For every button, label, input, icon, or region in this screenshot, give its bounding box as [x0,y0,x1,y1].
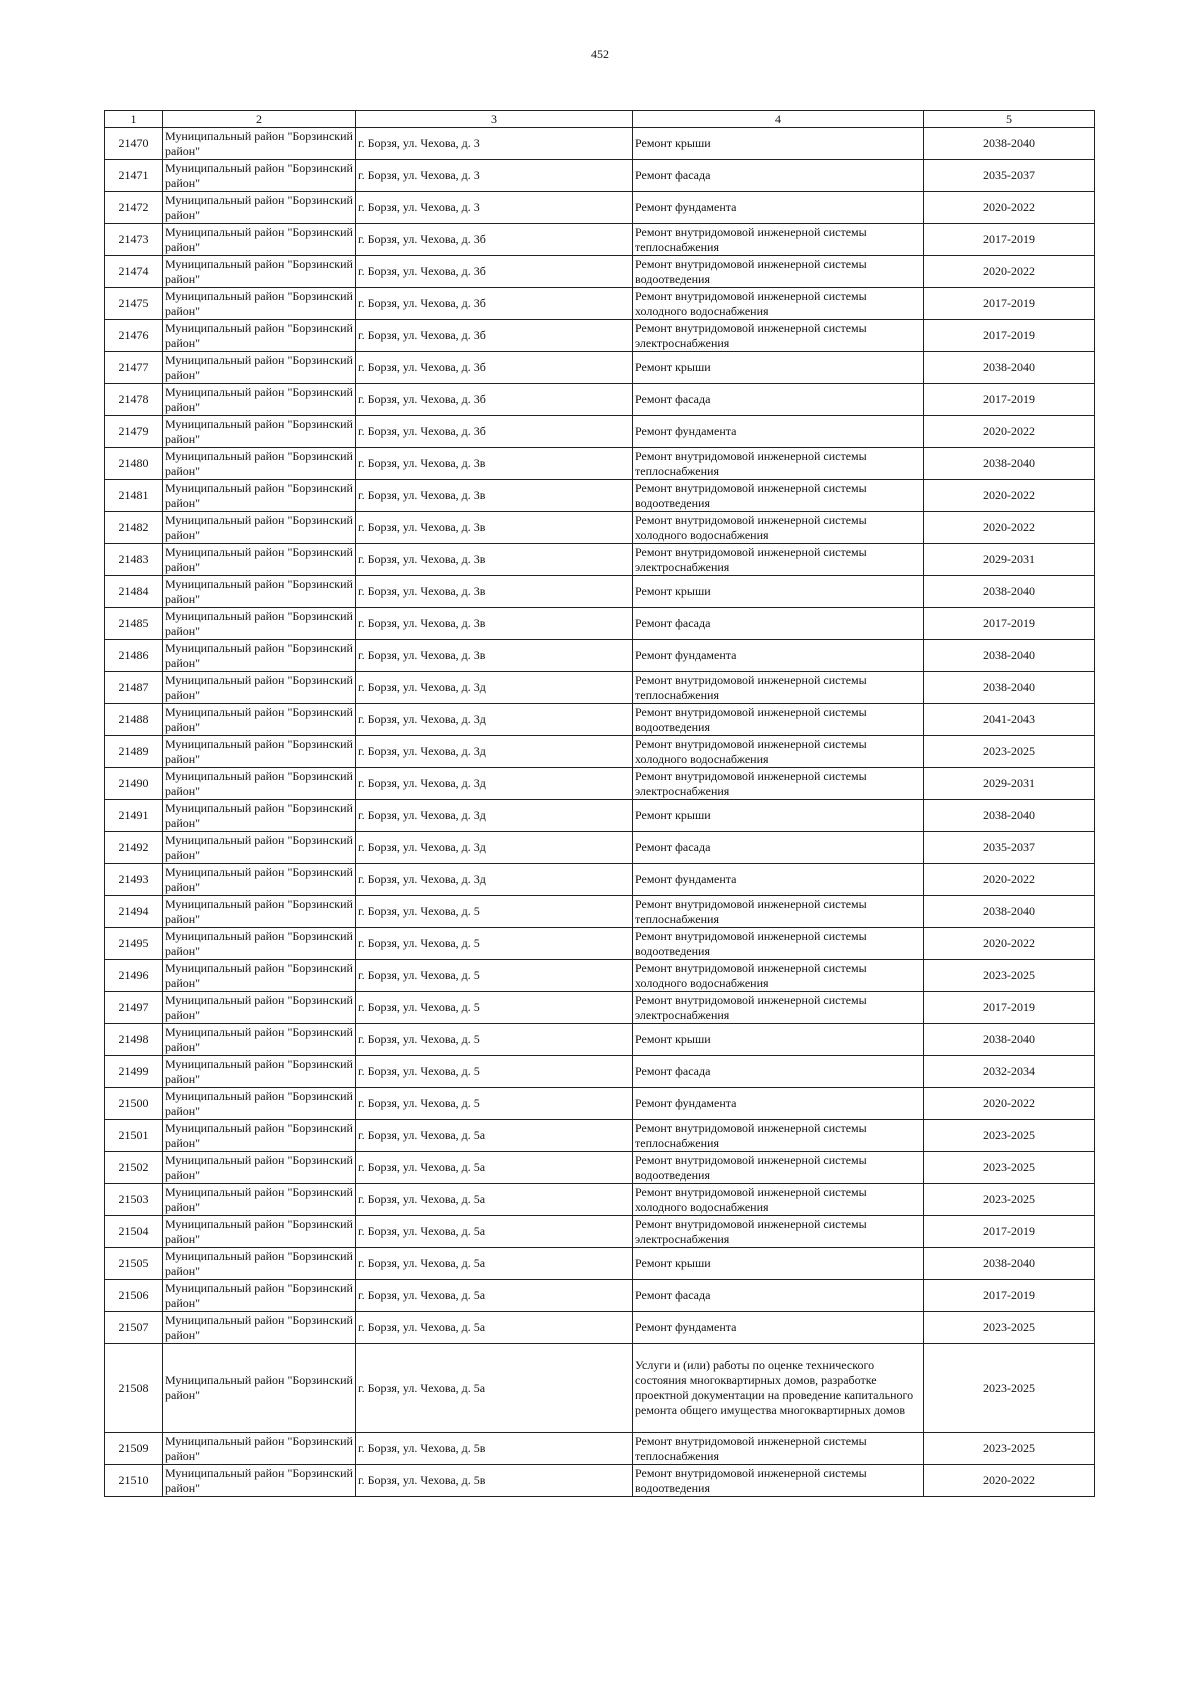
row-number: 21484 [105,576,163,608]
work-type-cell: Ремонт внутридомовой инженерной системы холодного водоснабжения [633,960,924,992]
row-number: 21499 [105,1056,163,1088]
table-row [105,704,1095,736]
municipality-cell: Муниципальный район "Борзинский район" [163,1433,356,1465]
municipality-cell: Муниципальный район "Борзинский район" [163,1280,356,1312]
row-number: 21507 [105,1312,163,1344]
municipality-cell: Муниципальный район "Борзинский район" [163,320,356,352]
table-row [105,416,1095,448]
address-cell: г. Борзя, ул. Чехова, д. 3д [356,672,633,704]
period-cell: 2020-2022 [924,512,1095,544]
period-cell: 2038-2040 [924,896,1095,928]
row-number: 21477 [105,352,163,384]
table-row [105,1465,1095,1497]
address-cell: г. Борзя, ул. Чехова, д. 3б [356,384,633,416]
municipality-cell: Муниципальный район "Борзинский район" [163,544,356,576]
period-cell: 2035-2037 [924,832,1095,864]
work-type-cell: Ремонт внутридомовой инженерной системы теплоснабжения [633,448,924,480]
work-type-cell: Ремонт крыши [633,128,924,160]
table-row [105,544,1095,576]
table-row [105,288,1095,320]
municipality-cell: Муниципальный район "Борзинский район" [163,256,356,288]
municipality-cell: Муниципальный район "Борзинский район" [163,1088,356,1120]
table-row [105,672,1095,704]
period-cell: 2038-2040 [924,1248,1095,1280]
period-cell: 2023-2025 [924,1312,1095,1344]
municipality-cell: Муниципальный район "Борзинский район" [163,448,356,480]
municipality-cell: Муниципальный район "Борзинский район" [163,480,356,512]
work-type-cell: Ремонт фундамента [633,192,924,224]
table-row [105,480,1095,512]
municipality-cell: Муниципальный район "Борзинский район" [163,928,356,960]
address-cell: г. Борзя, ул. Чехова, д. 3в [356,576,633,608]
address-cell: г. Борзя, ул. Чехова, д. 5 [356,1088,633,1120]
table-row [105,160,1095,192]
period-cell: 2017-2019 [924,384,1095,416]
row-number: 21502 [105,1152,163,1184]
period-cell: 2020-2022 [924,1465,1095,1497]
work-type-cell: Ремонт крыши [633,800,924,832]
municipality-cell: Муниципальный район "Борзинский район" [163,128,356,160]
period-cell: 2017-2019 [924,320,1095,352]
table-row [105,1344,1095,1433]
period-cell: 2038-2040 [924,352,1095,384]
row-number: 21474 [105,256,163,288]
column-header-5: 5 [924,111,1095,128]
address-cell: г. Борзя, ул. Чехова, д. 3д [356,768,633,800]
row-number: 21497 [105,992,163,1024]
address-cell: г. Борзя, ул. Чехова, д. 3д [356,800,633,832]
period-cell: 2017-2019 [924,608,1095,640]
municipality-cell: Муниципальный район "Борзинский район" [163,512,356,544]
work-type-cell: Ремонт крыши [633,1248,924,1280]
period-cell: 2035-2037 [924,160,1095,192]
municipality-cell: Муниципальный район "Борзинский район" [163,1312,356,1344]
address-cell: г. Борзя, ул. Чехова, д. 3д [356,864,633,896]
address-cell: г. Борзя, ул. Чехова, д. 3 [356,192,633,224]
municipality-cell: Муниципальный район "Борзинский район" [163,352,356,384]
work-type-cell: Ремонт фасада [633,832,924,864]
work-type-cell: Ремонт внутридомовой инженерной системы водоотведения [633,704,924,736]
period-cell: 2020-2022 [924,864,1095,896]
work-type-cell: Ремонт внутридомовой инженерной системы холодного водоснабжения [633,288,924,320]
municipality-cell: Муниципальный район "Борзинский район" [163,1465,356,1497]
work-type-cell: Ремонт фундамента [633,1088,924,1120]
municipality-cell: Муниципальный район "Борзинский район" [163,1344,356,1433]
period-cell: 2017-2019 [924,1216,1095,1248]
address-cell: г. Борзя, ул. Чехова, д. 5а [356,1120,633,1152]
row-number: 21481 [105,480,163,512]
address-cell: г. Борзя, ул. Чехова, д. 5а [356,1248,633,1280]
period-cell: 2023-2025 [924,1184,1095,1216]
row-number: 21479 [105,416,163,448]
period-cell: 2038-2040 [924,576,1095,608]
table-row [105,1184,1095,1216]
table-row [105,352,1095,384]
work-type-cell: Ремонт внутридомовой инженерной системы электроснабжения [633,992,924,1024]
address-cell: г. Борзя, ул. Чехова, д. 5а [356,1216,633,1248]
column-header-2: 2 [163,111,356,128]
address-cell: г. Борзя, ул. Чехова, д. 3в [356,448,633,480]
address-cell: г. Борзя, ул. Чехова, д. 3в [356,512,633,544]
row-number: 21486 [105,640,163,672]
municipality-cell: Муниципальный район "Борзинский район" [163,768,356,800]
period-cell: 2038-2040 [924,448,1095,480]
row-number: 21500 [105,1088,163,1120]
table-row [105,960,1095,992]
table-row [105,448,1095,480]
address-cell: г. Борзя, ул. Чехова, д. 5 [356,1024,633,1056]
row-number: 21504 [105,1216,163,1248]
table-row [105,512,1095,544]
address-cell: г. Борзя, ул. Чехова, д. 5 [356,896,633,928]
work-type-cell: Ремонт внутридомовой инженерной системы электроснабжения [633,544,924,576]
row-number: 21490 [105,768,163,800]
address-cell: г. Борзя, ул. Чехова, д. 3б [356,416,633,448]
work-type-cell: Ремонт внутридомовой инженерной системы водоотведения [633,928,924,960]
table-row [105,832,1095,864]
address-cell: г. Борзя, ул. Чехова, д. 3в [356,608,633,640]
address-cell: г. Борзя, ул. Чехова, д. 5 [356,992,633,1024]
row-number: 21473 [105,224,163,256]
table-row [105,800,1095,832]
repair-schedule-table [104,110,1095,1497]
row-number: 21506 [105,1280,163,1312]
work-type-cell: Ремонт внутридомовой инженерной системы электроснабжения [633,320,924,352]
row-number: 21493 [105,864,163,896]
work-type-cell: Ремонт внутридомовой инженерной системы теплоснабжения [633,224,924,256]
work-type-cell: Ремонт внутридомовой инженерной системы электроснабжения [633,768,924,800]
municipality-cell: Муниципальный район "Борзинский район" [163,288,356,320]
period-cell: 2032-2034 [924,1056,1095,1088]
row-number: 21488 [105,704,163,736]
address-cell: г. Борзя, ул. Чехова, д. 5а [356,1312,633,1344]
address-cell: г. Борзя, ул. Чехова, д. 5 [356,1056,633,1088]
table-row [105,736,1095,768]
municipality-cell: Муниципальный район "Борзинский район" [163,1120,356,1152]
municipality-cell: Муниципальный район "Борзинский район" [163,672,356,704]
municipality-cell: Муниципальный район "Борзинский район" [163,608,356,640]
work-type-cell: Ремонт внутридомовой инженерной системы холодного водоснабжения [633,736,924,768]
work-type-cell: Ремонт фасада [633,1056,924,1088]
row-number: 21470 [105,128,163,160]
table-row [105,224,1095,256]
column-header-1: 1 [105,111,163,128]
municipality-cell: Муниципальный район "Борзинский район" [163,1184,356,1216]
row-number: 21508 [105,1344,163,1433]
work-type-cell: Ремонт фасада [633,608,924,640]
work-type-cell: Ремонт фундамента [633,416,924,448]
period-cell: 2017-2019 [924,1280,1095,1312]
row-number: 21505 [105,1248,163,1280]
address-cell: г. Борзя, ул. Чехова, д. 5 [356,928,633,960]
row-number: 21482 [105,512,163,544]
row-number: 21476 [105,320,163,352]
column-header-3: 3 [356,111,633,128]
table-row [105,864,1095,896]
work-type-cell: Ремонт фасада [633,160,924,192]
table-row [105,576,1095,608]
work-type-cell: Ремонт фундамента [633,864,924,896]
row-number: 21503 [105,1184,163,1216]
period-cell: 2023-2025 [924,736,1095,768]
work-type-cell: Ремонт внутридомовой инженерной системы водоотведения [633,480,924,512]
period-cell: 2017-2019 [924,288,1095,320]
address-cell: г. Борзя, ул. Чехова, д. 5в [356,1433,633,1465]
municipality-cell: Муниципальный район "Борзинский район" [163,832,356,864]
row-number: 21483 [105,544,163,576]
work-type-cell: Ремонт внутридомовой инженерной системы теплоснабжения [633,1433,924,1465]
row-number: 21485 [105,608,163,640]
page-number: 452 [591,47,609,61]
table-row [105,1088,1095,1120]
work-type-cell: Ремонт фундамента [633,640,924,672]
work-type-cell: Услуги и (или) работы по оценке технического состояния многоквартирных домов, разработке проектной документации на проведение капитального ремонта общего имущества многоквартирных домов [633,1344,924,1433]
period-cell: 2020-2022 [924,256,1095,288]
table-row [105,1024,1095,1056]
period-cell: 2023-2025 [924,960,1095,992]
period-cell: 2023-2025 [924,1120,1095,1152]
municipality-cell: Муниципальный район "Борзинский район" [163,1216,356,1248]
municipality-cell: Муниципальный район "Борзинский район" [163,800,356,832]
address-cell: г. Борзя, ул. Чехова, д. 5а [356,1152,633,1184]
period-cell: 2038-2040 [924,1024,1095,1056]
table-row [105,1280,1095,1312]
municipality-cell: Муниципальный район "Борзинский район" [163,960,356,992]
municipality-cell: Муниципальный район "Борзинский район" [163,640,356,672]
row-number: 21471 [105,160,163,192]
municipality-cell: Муниципальный район "Борзинский район" [163,192,356,224]
row-number: 21498 [105,1024,163,1056]
period-cell: 2038-2040 [924,800,1095,832]
table-row [105,896,1095,928]
address-cell: г. Борзя, ул. Чехова, д. 5 [356,960,633,992]
municipality-cell: Муниципальный район "Борзинский район" [163,896,356,928]
work-type-cell: Ремонт внутридомовой инженерной системы водоотведения [633,256,924,288]
table-row [105,992,1095,1024]
row-number: 21491 [105,800,163,832]
municipality-cell: Муниципальный район "Борзинский район" [163,576,356,608]
municipality-cell: Муниципальный район "Борзинский район" [163,160,356,192]
municipality-cell: Муниципальный район "Борзинский район" [163,736,356,768]
address-cell: г. Борзя, ул. Чехова, д. 3в [356,480,633,512]
address-cell: г. Борзя, ул. Чехова, д. 3в [356,544,633,576]
period-cell: 2023-2025 [924,1433,1095,1465]
address-cell: г. Борзя, ул. Чехова, д. 5а [356,1280,633,1312]
work-type-cell: Ремонт внутридомовой инженерной системы водоотведения [633,1152,924,1184]
municipality-cell: Муниципальный район "Борзинский район" [163,992,356,1024]
municipality-cell: Муниципальный район "Борзинский район" [163,1056,356,1088]
period-cell: 2029-2031 [924,768,1095,800]
work-type-cell: Ремонт фасада [633,384,924,416]
municipality-cell: Муниципальный район "Борзинский район" [163,864,356,896]
address-cell: г. Борзя, ул. Чехова, д. 5а [356,1184,633,1216]
period-cell: 2020-2022 [924,416,1095,448]
row-number: 21494 [105,896,163,928]
period-cell: 2038-2040 [924,128,1095,160]
table-row [105,1248,1095,1280]
table-row [105,384,1095,416]
period-cell: 2020-2022 [924,192,1095,224]
table-row [105,1056,1095,1088]
table-row [105,1216,1095,1248]
municipality-cell: Муниципальный район "Борзинский район" [163,1152,356,1184]
row-number: 21475 [105,288,163,320]
address-cell: г. Борзя, ул. Чехова, д. 3в [356,640,633,672]
municipality-cell: Муниципальный район "Борзинский район" [163,1024,356,1056]
address-cell: г. Борзя, ул. Чехова, д. 3д [356,704,633,736]
address-cell: г. Борзя, ул. Чехова, д. 5а [356,1344,633,1433]
table-row [105,1120,1095,1152]
row-number: 21472 [105,192,163,224]
work-type-cell: Ремонт крыши [633,352,924,384]
work-type-cell: Ремонт внутридомовой инженерной системы холодного водоснабжения [633,1184,924,1216]
address-cell: г. Борзя, ул. Чехова, д. 3б [356,224,633,256]
address-cell: г. Борзя, ул. Чехова, д. 5в [356,1465,633,1497]
row-number: 21489 [105,736,163,768]
table-row [105,192,1095,224]
period-cell: 2023-2025 [924,1344,1095,1433]
period-cell: 2020-2022 [924,1088,1095,1120]
row-number: 21510 [105,1465,163,1497]
municipality-cell: Муниципальный район "Борзинский район" [163,704,356,736]
work-type-cell: Ремонт внутридомовой инженерной системы теплоснабжения [633,672,924,704]
table-row [105,1312,1095,1344]
period-cell: 2038-2040 [924,640,1095,672]
work-type-cell: Ремонт внутридомовой инженерной системы теплоснабжения [633,896,924,928]
address-cell: г. Борзя, ул. Чехова, д. 3б [356,288,633,320]
work-type-cell: Ремонт внутридомовой инженерной системы электроснабжения [633,1216,924,1248]
municipality-cell: Муниципальный район "Борзинский район" [163,384,356,416]
address-cell: г. Борзя, ул. Чехова, д. 3 [356,160,633,192]
period-cell: 2038-2040 [924,672,1095,704]
municipality-cell: Муниципальный район "Борзинский район" [163,224,356,256]
address-cell: г. Борзя, ул. Чехова, д. 3б [356,320,633,352]
row-number: 21478 [105,384,163,416]
row-number: 21492 [105,832,163,864]
period-cell: 2017-2019 [924,992,1095,1024]
period-cell: 2041-2043 [924,704,1095,736]
row-number: 21480 [105,448,163,480]
table-row [105,128,1095,160]
table-row [105,768,1095,800]
address-cell: г. Борзя, ул. Чехова, д. 3 [356,128,633,160]
address-cell: г. Борзя, ул. Чехова, д. 3д [356,832,633,864]
column-header-4: 4 [633,111,924,128]
row-number: 21495 [105,928,163,960]
address-cell: г. Борзя, ул. Чехова, д. 3б [356,352,633,384]
period-cell: 2029-2031 [924,544,1095,576]
table-row [105,608,1095,640]
row-number: 21501 [105,1120,163,1152]
row-number: 21487 [105,672,163,704]
municipality-cell: Муниципальный район "Борзинский район" [163,1248,356,1280]
work-type-cell: Ремонт фундамента [633,1312,924,1344]
work-type-cell: Ремонт внутридомовой инженерной системы холодного водоснабжения [633,512,924,544]
table-row [105,320,1095,352]
row-number: 21496 [105,960,163,992]
table-row [105,928,1095,960]
row-number: 21509 [105,1433,163,1465]
address-cell: г. Борзя, ул. Чехова, д. 3б [356,256,633,288]
table-row [105,640,1095,672]
work-type-cell: Ремонт фасада [633,1280,924,1312]
period-cell: 2023-2025 [924,1152,1095,1184]
table-row [105,1433,1095,1465]
table-header-row [105,111,1095,128]
work-type-cell: Ремонт крыши [633,576,924,608]
work-type-cell: Ремонт внутридомовой инженерной системы водоотведения [633,1465,924,1497]
period-cell: 2020-2022 [924,928,1095,960]
work-type-cell: Ремонт крыши [633,1024,924,1056]
period-cell: 2017-2019 [924,224,1095,256]
address-cell: г. Борзя, ул. Чехова, д. 3д [356,736,633,768]
work-type-cell: Ремонт внутридомовой инженерной системы теплоснабжения [633,1120,924,1152]
period-cell: 2020-2022 [924,480,1095,512]
municipality-cell: Муниципальный район "Борзинский район" [163,416,356,448]
table-row [105,256,1095,288]
table-row [105,1152,1095,1184]
